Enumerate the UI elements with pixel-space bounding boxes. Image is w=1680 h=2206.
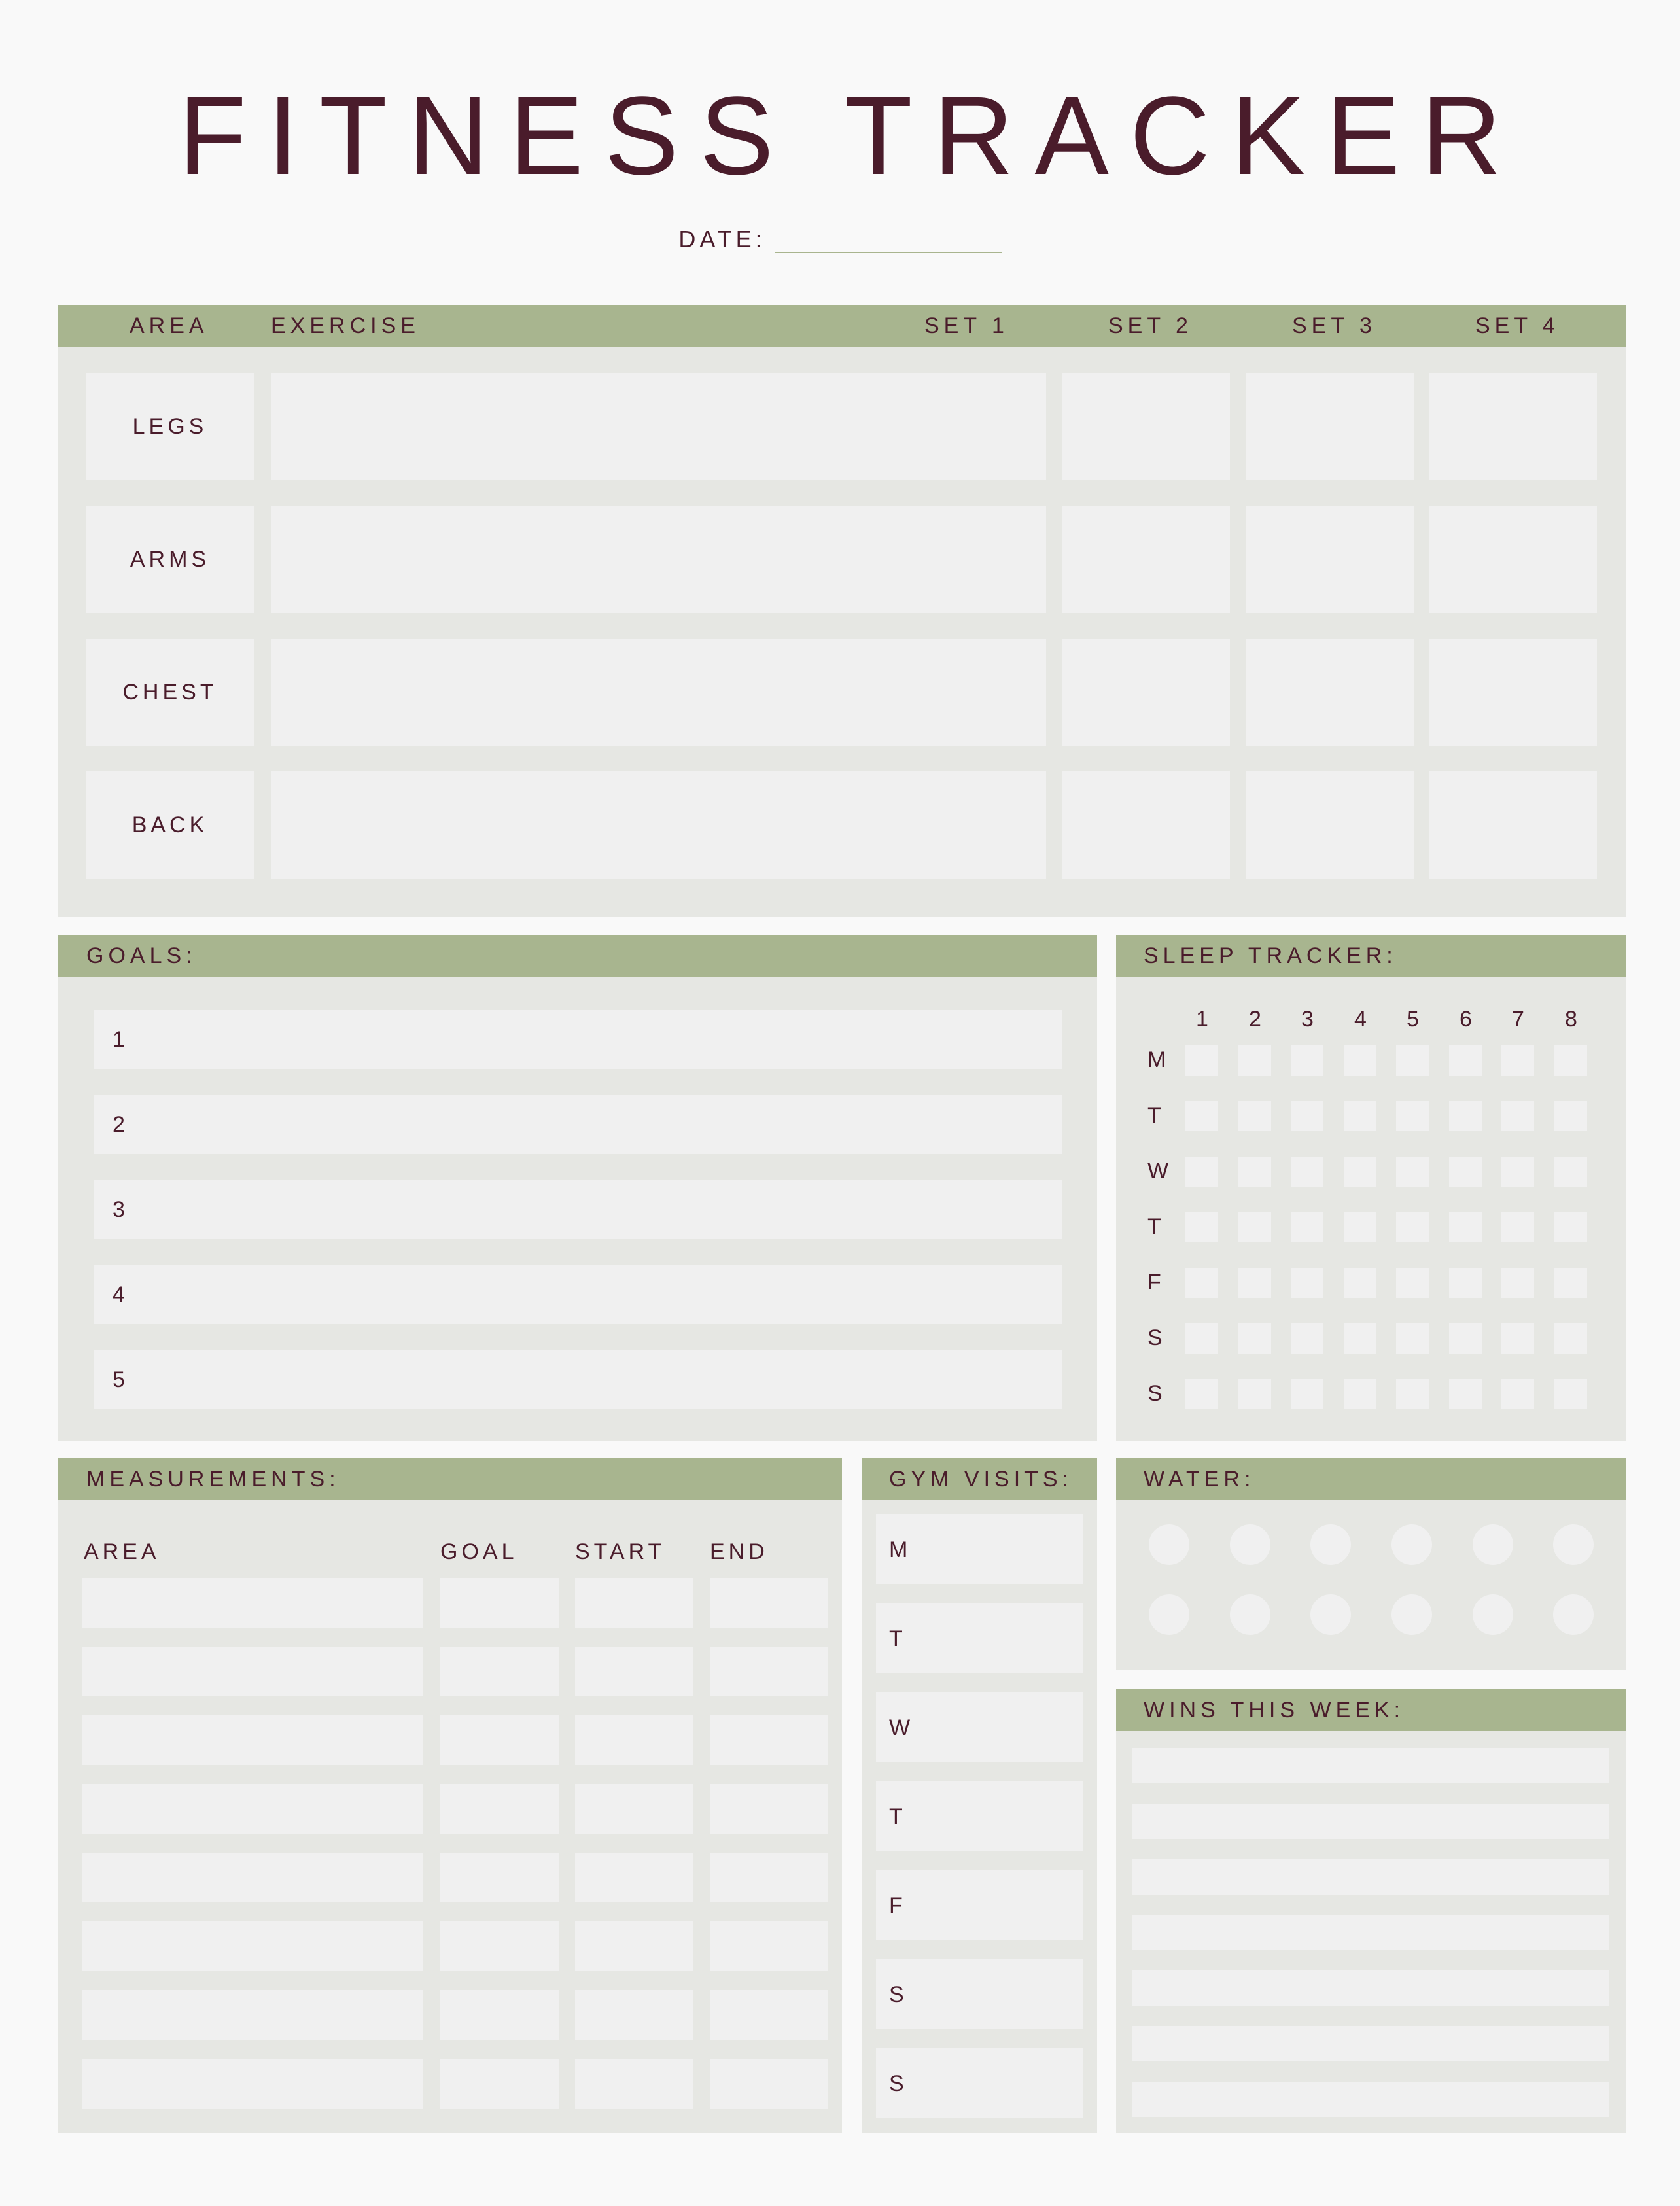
meas-start-input[interactable] bbox=[575, 1715, 693, 1765]
sleep-checkbox[interactable] bbox=[1449, 1045, 1482, 1076]
area-cell bbox=[86, 639, 254, 746]
set-input[interactable] bbox=[1429, 771, 1597, 879]
meas-area-input[interactable] bbox=[82, 1921, 423, 1971]
sleep-checkbox[interactable] bbox=[1344, 1157, 1376, 1187]
exercise-input[interactable] bbox=[271, 771, 920, 879]
exercise-input[interactable] bbox=[271, 373, 920, 480]
col-set1-header: SET 1 bbox=[924, 313, 1009, 338]
sleep-checkbox[interactable] bbox=[1185, 1212, 1218, 1242]
set-input[interactable] bbox=[1246, 373, 1414, 480]
meas-col-area: AREA bbox=[84, 1539, 160, 1564]
sleep-checkbox[interactable] bbox=[1396, 1045, 1429, 1076]
sleep-checkbox[interactable] bbox=[1449, 1101, 1482, 1131]
gym-day-input[interactable] bbox=[876, 2048, 1083, 2118]
sleep-checkbox[interactable] bbox=[1396, 1157, 1429, 1187]
sleep-checkbox[interactable] bbox=[1554, 1379, 1587, 1409]
set-input[interactable] bbox=[1062, 373, 1230, 480]
meas-end-input[interactable] bbox=[710, 1715, 828, 1765]
sleep-checkbox[interactable] bbox=[1344, 1268, 1376, 1298]
measurements-panel bbox=[58, 1458, 842, 2133]
sleep-checkbox[interactable] bbox=[1554, 1045, 1587, 1076]
set-input[interactable] bbox=[1062, 639, 1230, 746]
sleep-checkbox[interactable] bbox=[1396, 1323, 1429, 1354]
gym-day-input[interactable] bbox=[876, 1692, 1083, 1762]
sleep-checkbox[interactable] bbox=[1344, 1379, 1376, 1409]
water-glass-circle[interactable] bbox=[1149, 1524, 1189, 1565]
goal-input[interactable] bbox=[94, 1180, 1062, 1239]
sleep-checkbox[interactable] bbox=[1449, 1157, 1482, 1187]
meas-end-input[interactable] bbox=[710, 2059, 828, 2109]
sleep-checkbox[interactable] bbox=[1344, 1101, 1376, 1131]
goal-number: 1 bbox=[113, 1027, 125, 1052]
water-glass-circle[interactable] bbox=[1553, 1594, 1594, 1635]
sleep-checkbox[interactable] bbox=[1396, 1379, 1429, 1409]
sleep-checkbox[interactable] bbox=[1449, 1379, 1482, 1409]
water-glass-circle[interactable] bbox=[1310, 1524, 1351, 1565]
set-input[interactable] bbox=[1062, 506, 1230, 613]
meas-start-input[interactable] bbox=[575, 1647, 693, 1696]
meas-end-input[interactable] bbox=[710, 1647, 828, 1696]
meas-end-input[interactable] bbox=[710, 1853, 828, 1902]
col-set4-header: SET 4 bbox=[1475, 313, 1560, 338]
measurements-title: MEASUREMENTS: bbox=[86, 1467, 340, 1492]
win-line-input[interactable] bbox=[1132, 1748, 1609, 1783]
gym-day-label: W bbox=[889, 1715, 911, 1740]
gym-day-label: T bbox=[889, 1804, 903, 1829]
sleep-checkbox[interactable] bbox=[1185, 1379, 1218, 1409]
col-set2-header: SET 2 bbox=[1108, 313, 1193, 338]
meas-goal-input[interactable] bbox=[440, 1715, 559, 1765]
gym-day-input[interactable] bbox=[876, 1514, 1083, 1584]
sleep-checkbox[interactable] bbox=[1501, 1268, 1534, 1298]
sleep-hour-label: 3 bbox=[1301, 1007, 1314, 1032]
meas-start-input[interactable] bbox=[575, 1578, 693, 1628]
water-header bbox=[1116, 1458, 1626, 1500]
meas-goal-input[interactable] bbox=[440, 1990, 559, 2040]
win-line-input[interactable] bbox=[1132, 1915, 1609, 1950]
meas-end-input[interactable] bbox=[710, 1990, 828, 2040]
sleep-checkbox[interactable] bbox=[1501, 1157, 1534, 1187]
sleep-checkbox[interactable] bbox=[1291, 1323, 1323, 1354]
set-input[interactable] bbox=[1429, 506, 1597, 613]
meas-area-input[interactable] bbox=[82, 2059, 423, 2109]
gym-day-label: F bbox=[889, 1893, 903, 1918]
gym-day-label: M bbox=[889, 1537, 908, 1562]
goals-header bbox=[58, 935, 1097, 977]
water-glass-circle[interactable] bbox=[1553, 1524, 1594, 1565]
sleep-day-label: F bbox=[1147, 1270, 1161, 1295]
sleep-checkbox[interactable] bbox=[1291, 1379, 1323, 1409]
sleep-checkbox[interactable] bbox=[1185, 1101, 1218, 1131]
set-input[interactable] bbox=[1246, 771, 1414, 879]
set-input[interactable] bbox=[1062, 771, 1230, 879]
area-label: BACK bbox=[131, 813, 209, 837]
goal-input[interactable] bbox=[94, 1350, 1062, 1409]
set-input[interactable] bbox=[879, 506, 1046, 613]
sleep-checkbox[interactable] bbox=[1501, 1212, 1534, 1242]
water-glass-circle[interactable] bbox=[1391, 1594, 1432, 1635]
area-label: LEGS bbox=[132, 414, 208, 439]
meas-goal-input[interactable] bbox=[440, 1853, 559, 1902]
goals-title: GOALS: bbox=[86, 943, 197, 968]
sleep-hour-label: 2 bbox=[1249, 1007, 1261, 1032]
sleep-checkbox[interactable] bbox=[1449, 1212, 1482, 1242]
meas-start-input[interactable] bbox=[575, 1990, 693, 2040]
meas-start-input[interactable] bbox=[575, 1921, 693, 1971]
sleep-checkbox[interactable] bbox=[1344, 1212, 1376, 1242]
sleep-checkbox[interactable] bbox=[1396, 1212, 1429, 1242]
meas-end-input[interactable] bbox=[710, 1578, 828, 1628]
sleep-panel bbox=[1116, 935, 1626, 1441]
exercise-panel bbox=[58, 305, 1626, 917]
goal-input[interactable] bbox=[94, 1265, 1062, 1324]
sleep-hour-label: 6 bbox=[1460, 1007, 1472, 1032]
water-glass-circle[interactable] bbox=[1310, 1594, 1351, 1635]
gym-panel bbox=[862, 1458, 1097, 2133]
meas-goal-input[interactable] bbox=[440, 1647, 559, 1696]
sleep-hour-label: 7 bbox=[1512, 1007, 1524, 1032]
sleep-checkbox[interactable] bbox=[1238, 1157, 1271, 1187]
sleep-checkbox[interactable] bbox=[1185, 1045, 1218, 1076]
sleep-checkbox[interactable] bbox=[1344, 1045, 1376, 1076]
sleep-checkbox[interactable] bbox=[1185, 1268, 1218, 1298]
wins-header bbox=[1116, 1689, 1626, 1731]
sleep-day-label: T bbox=[1147, 1214, 1161, 1239]
sleep-checkbox[interactable] bbox=[1554, 1157, 1587, 1187]
sleep-checkbox[interactable] bbox=[1291, 1212, 1323, 1242]
sleep-hour-label: 8 bbox=[1565, 1007, 1577, 1032]
goal-number: 4 bbox=[113, 1282, 125, 1307]
meas-start-input[interactable] bbox=[575, 2059, 693, 2109]
sleep-day-label: S bbox=[1147, 1381, 1163, 1406]
sleep-checkbox[interactable] bbox=[1291, 1268, 1323, 1298]
meas-goal-input[interactable] bbox=[440, 1578, 559, 1628]
sleep-checkbox[interactable] bbox=[1185, 1157, 1218, 1187]
win-line-input[interactable] bbox=[1132, 1859, 1609, 1895]
meas-goal-input[interactable] bbox=[440, 1921, 559, 1971]
sleep-hour-label: 5 bbox=[1407, 1007, 1419, 1032]
sleep-checkbox[interactable] bbox=[1554, 1268, 1587, 1298]
set-input[interactable] bbox=[1246, 639, 1414, 746]
sleep-checkbox[interactable] bbox=[1238, 1323, 1271, 1354]
meas-goal-input[interactable] bbox=[440, 1784, 559, 1834]
win-line-input[interactable] bbox=[1132, 1970, 1609, 2006]
goal-input[interactable] bbox=[94, 1010, 1062, 1069]
water-glass-circle[interactable] bbox=[1230, 1594, 1270, 1635]
meas-end-input[interactable] bbox=[710, 1784, 828, 1834]
date-field[interactable] bbox=[775, 228, 1002, 253]
area-cell bbox=[86, 506, 254, 613]
exercise-header bbox=[58, 305, 1626, 347]
meas-col-end: END bbox=[710, 1539, 769, 1564]
sleep-checkbox[interactable] bbox=[1396, 1101, 1429, 1131]
wins-title: WINS THIS WEEK: bbox=[1144, 1698, 1405, 1723]
gym-day-input[interactable] bbox=[876, 1781, 1083, 1851]
meas-area-input[interactable] bbox=[82, 1784, 423, 1834]
area-label: CHEST bbox=[122, 680, 218, 705]
sleep-title: SLEEP TRACKER: bbox=[1144, 943, 1397, 968]
sleep-header bbox=[1116, 935, 1626, 977]
sleep-checkbox[interactable] bbox=[1396, 1268, 1429, 1298]
goal-number: 2 bbox=[113, 1112, 125, 1137]
sleep-checkbox[interactable] bbox=[1554, 1212, 1587, 1242]
sleep-checkbox[interactable] bbox=[1501, 1101, 1534, 1131]
water-glass-circle[interactable] bbox=[1391, 1524, 1432, 1565]
col-set3-header: SET 3 bbox=[1292, 313, 1376, 338]
gym-day-input[interactable] bbox=[876, 1959, 1083, 2029]
exercise-input[interactable] bbox=[271, 506, 920, 613]
goal-input[interactable] bbox=[94, 1095, 1062, 1154]
sleep-checkbox[interactable] bbox=[1238, 1268, 1271, 1298]
wins-panel bbox=[1116, 1689, 1626, 2133]
gym-header bbox=[862, 1458, 1097, 1500]
water-glass-circle[interactable] bbox=[1230, 1524, 1270, 1565]
sleep-checkbox[interactable] bbox=[1501, 1323, 1534, 1354]
meas-end-input[interactable] bbox=[710, 1921, 828, 1971]
sleep-checkbox[interactable] bbox=[1449, 1268, 1482, 1298]
sleep-checkbox[interactable] bbox=[1291, 1157, 1323, 1187]
water-panel bbox=[1116, 1458, 1626, 1670]
meas-start-input[interactable] bbox=[575, 1784, 693, 1834]
set-input[interactable] bbox=[879, 373, 1046, 480]
sleep-checkbox[interactable] bbox=[1238, 1212, 1271, 1242]
meas-area-input[interactable] bbox=[82, 1853, 423, 1902]
meas-goal-input[interactable] bbox=[440, 2059, 559, 2109]
sleep-day-label: M bbox=[1147, 1047, 1166, 1072]
sleep-hour-label: 1 bbox=[1196, 1007, 1208, 1032]
win-line-input[interactable] bbox=[1132, 2082, 1609, 2117]
area-cell bbox=[86, 771, 254, 879]
goal-number: 3 bbox=[113, 1197, 125, 1222]
sleep-hour-label: 4 bbox=[1354, 1007, 1367, 1032]
set-input[interactable] bbox=[1246, 506, 1414, 613]
sleep-day-label: T bbox=[1147, 1103, 1161, 1128]
meas-col-start: START bbox=[575, 1539, 666, 1564]
set-input[interactable] bbox=[1429, 639, 1597, 746]
meas-area-input[interactable] bbox=[82, 1647, 423, 1696]
sleep-checkbox[interactable] bbox=[1554, 1323, 1587, 1354]
set-input[interactable] bbox=[879, 639, 1046, 746]
col-area-header: AREA bbox=[130, 313, 209, 338]
sleep-checkbox[interactable] bbox=[1238, 1101, 1271, 1131]
sleep-day-label: S bbox=[1147, 1325, 1163, 1350]
date-label: DATE: bbox=[678, 226, 766, 253]
meas-area-input[interactable] bbox=[82, 1578, 423, 1628]
water-glass-circle[interactable] bbox=[1473, 1594, 1513, 1635]
area-label: ARMS bbox=[130, 547, 211, 572]
gym-day-label: S bbox=[889, 1982, 904, 2007]
sleep-checkbox[interactable] bbox=[1554, 1101, 1587, 1131]
set-input[interactable] bbox=[1429, 373, 1597, 480]
measurements-header bbox=[58, 1458, 842, 1500]
gym-day-label: T bbox=[889, 1626, 903, 1651]
sleep-checkbox[interactable] bbox=[1449, 1323, 1482, 1354]
gym-day-label: S bbox=[889, 2071, 904, 2096]
sleep-checkbox[interactable] bbox=[1238, 1045, 1271, 1076]
col-exercise-header: EXERCISE bbox=[271, 313, 420, 338]
page-title: FITNESS TRACKER bbox=[178, 74, 1523, 198]
gym-day-input[interactable] bbox=[876, 1603, 1083, 1673]
sleep-checkbox[interactable] bbox=[1291, 1045, 1323, 1076]
sleep-checkbox[interactable] bbox=[1291, 1101, 1323, 1131]
sleep-checkbox[interactable] bbox=[1501, 1379, 1534, 1409]
win-line-input[interactable] bbox=[1132, 1804, 1609, 1839]
date-row bbox=[0, 226, 1680, 253]
water-glass-circle[interactable] bbox=[1473, 1524, 1513, 1565]
exercise-input[interactable] bbox=[271, 639, 920, 746]
area-cell bbox=[86, 373, 254, 480]
sleep-checkbox[interactable] bbox=[1185, 1323, 1218, 1354]
sleep-checkbox[interactable] bbox=[1344, 1323, 1376, 1354]
water-glass-circle[interactable] bbox=[1149, 1594, 1189, 1635]
sleep-day-label: W bbox=[1147, 1159, 1169, 1183]
sleep-checkbox[interactable] bbox=[1501, 1045, 1534, 1076]
set-input[interactable] bbox=[879, 771, 1046, 879]
goal-number: 5 bbox=[113, 1367, 125, 1392]
gym-day-input[interactable] bbox=[876, 1870, 1083, 1940]
goals-panel bbox=[58, 935, 1097, 1441]
meas-col-goal: GOAL bbox=[440, 1539, 518, 1564]
meas-area-input[interactable] bbox=[82, 1715, 423, 1765]
gym-title: GYM VISITS: bbox=[889, 1467, 1074, 1492]
win-line-input[interactable] bbox=[1132, 2026, 1609, 2061]
meas-area-input[interactable] bbox=[82, 1990, 423, 2040]
sleep-checkbox[interactable] bbox=[1238, 1379, 1271, 1409]
water-title: WATER: bbox=[1144, 1467, 1255, 1492]
meas-start-input[interactable] bbox=[575, 1853, 693, 1902]
